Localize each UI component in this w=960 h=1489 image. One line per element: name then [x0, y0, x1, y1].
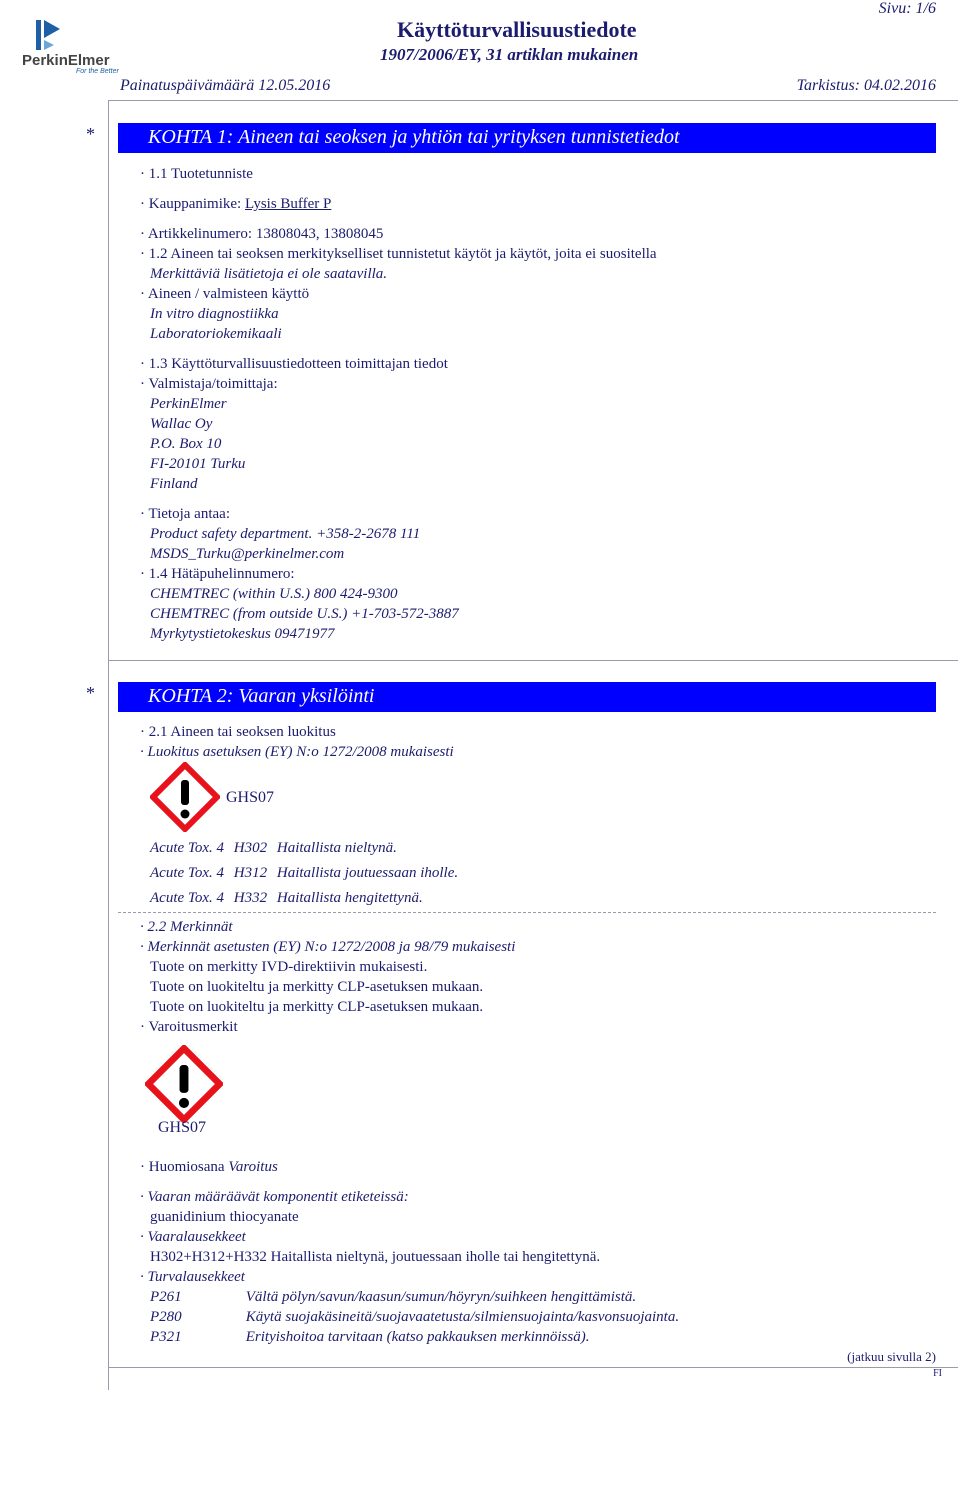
hazard-code: H332 — [233, 890, 268, 906]
article-value: 13808043, 13808045 — [255, 226, 384, 242]
info-label: · Tietoja antaa: — [140, 506, 230, 522]
s21-heading: · 2.1 Aineen tai seoksen luokitus — [140, 724, 336, 740]
hazard-row-1 — [150, 840, 397, 857]
supplier-line-2: Wallac Oy — [150, 416, 213, 432]
signal-value: Varoitus — [228, 1159, 278, 1175]
p-statement-row — [150, 1309, 679, 1326]
emergency-line-3: Myrkytystietokeskus 09471977 — [150, 626, 335, 642]
components-value: guanidinium thiocyanate — [150, 1209, 299, 1225]
hazard-class: Acute Tox. 4 — [150, 890, 225, 906]
h-statements-label: · Vaaralausekkeet — [140, 1229, 246, 1245]
info-line-2: MSDS_Turku@perkinelmer.com — [150, 546, 345, 562]
labelling-line-1: Tuote on merkitty IVD-direktiivin mukaisesti. — [150, 959, 428, 975]
exclamation-hazard-icon — [150, 762, 220, 832]
hazard-text: Haitallista hengitettynä. — [276, 890, 423, 906]
p-code: P280 — [150, 1309, 182, 1325]
print-date: Painatuspäivämäärä 12.05.2016 — [120, 77, 331, 94]
pictogram-2-label: GHS07 — [158, 1119, 207, 1136]
p-text: Käytä suojakäsineitä/suojavaatetusta/silmiensuojainta/kasvonsuojainta. — [245, 1309, 680, 1325]
trade-name — [140, 196, 331, 213]
page-number: Sivu: 1/6 — [878, 0, 936, 17]
trade-label: · Kauppanimike: — [140, 196, 242, 212]
s11-heading: · 1.1 Tuotetunniste — [140, 166, 253, 182]
supplier-line-4: FI-20101 Turku — [150, 456, 246, 472]
hazard-class: Acute Tox. 4 — [150, 865, 225, 881]
p-statement-row — [150, 1329, 589, 1346]
revision-date: Tarkistus: 04.02.2016 — [796, 77, 936, 94]
hazard-row-3 — [150, 890, 423, 907]
hazard-class: Acute Tox. 4 — [150, 840, 225, 856]
section-2-title: KOHTA 2: Vaaran yksilöinti — [148, 685, 375, 707]
labelling-line-2: Tuote on luokiteltu ja merkitty CLP-asetuksen mukaan. — [150, 979, 484, 995]
classification-label: · Luokitus asetuksen (EY) N:o 1272/2008 mukaisesti — [140, 744, 454, 760]
section-1-rule — [108, 660, 958, 661]
hazard-text: Haitallista nieltynä. — [276, 840, 397, 856]
supplier-label: · Valmistaja/toimittaja: — [140, 376, 278, 392]
article-label: · Artikkelinumero: — [140, 226, 253, 242]
pictogram-label: GHS07 — [226, 789, 275, 806]
document-title: Käyttöturvallisuustiedote — [397, 17, 637, 42]
section-2-sideline — [108, 660, 109, 1390]
continued-note: (jatkuu sivulla 2) — [847, 1349, 936, 1364]
section-2-star: * — [86, 683, 95, 703]
section-1-header — [118, 123, 936, 153]
supplier-line-5: Finland — [150, 476, 198, 492]
section-1-star: * — [86, 124, 95, 144]
hazard-code: H302 — [233, 840, 268, 856]
header-sideline — [108, 100, 109, 660]
emergency-line-2: CHEMTREC (from outside U.S.) +1-703-572-3887 — [150, 606, 459, 622]
components-label: · Vaaran määräävät komponentit etiketeissä: — [140, 1189, 409, 1205]
s22-heading: · 2.2 Merkinnät — [140, 919, 233, 935]
logo-tagline: For the Better — [76, 68, 119, 75]
use-label: · Aineen / valmisteen käyttö — [140, 286, 310, 302]
exclamation-hazard-icon — [145, 1045, 223, 1123]
hazard-code: H312 — [233, 865, 268, 881]
s13-heading: · 1.3 Käyttöturvallisuustiedotteen toimittajan tiedot — [140, 356, 448, 372]
footer-rule — [108, 1367, 958, 1368]
logo-name: PerkinElmer — [22, 52, 110, 69]
p-text: Erityishoitoa tarvitaan (katso pakkauksen merkinnöissä). — [245, 1329, 590, 1345]
use-line-1: In vitro diagnostiikka — [150, 306, 279, 322]
info-line-1: Product safety department. +358-2-2678 111 — [150, 526, 421, 542]
hazard-text: Haitallista joutuessaan iholle. — [276, 865, 459, 881]
supplier-line-3: P.O. Box 10 — [150, 436, 222, 452]
ghs07-pictogram — [150, 762, 220, 832]
signal-label: · Huomiosana — [140, 1159, 225, 1175]
p-code: P261 — [150, 1289, 182, 1305]
h-statements-value: H302+H312+H332 Haitallista nieltynä, joutuessaan iholle tai hengitettynä. — [150, 1249, 601, 1265]
trade-value: Lysis Buffer P — [244, 196, 332, 212]
document-subtitle: 1907/2006/EY, 31 artiklan mukainen — [380, 45, 639, 64]
p-statement-row — [150, 1289, 636, 1306]
labelling-line-3: Tuote on luokiteltu ja merkitty CLP-asetuksen mukaan. — [150, 999, 484, 1015]
article-number — [140, 226, 383, 243]
section-2-header — [118, 682, 936, 712]
p-text: Vältä pölyn/savun/kaasun/sumun/höyryn/suihkeen hengittämistä. — [245, 1289, 637, 1305]
labelling-regulation: · Merkinnät asetusten (EY) N:o 1272/2008 ja 98/79 mukaisesti — [140, 939, 516, 955]
section-1-title: KOHTA 1: Aineen tai seoksen ja yhtiön tai yrityksen tunnistetiedot — [148, 126, 680, 148]
ghs07-pictogram-large — [145, 1045, 223, 1123]
p-statements-label: · Turvalausekkeet — [140, 1269, 245, 1285]
emergency-line-1: CHEMTREC (within U.S.) 800 424-9300 — [150, 586, 398, 602]
subsection-divider — [118, 912, 936, 913]
company-logo — [20, 18, 130, 74]
s14-heading: · 1.4 Hätäpuhelinnumero: — [140, 566, 295, 582]
language-code: FI — [933, 1368, 942, 1379]
p-code: P321 — [150, 1329, 182, 1345]
supplier-line-1: PerkinElmer — [150, 396, 227, 412]
header-rule — [108, 100, 958, 101]
signal-word — [140, 1159, 278, 1176]
s12-text: Merkittäviä lisätietoja ei ole saatavilla. — [150, 266, 388, 282]
warning-symbols-label: · Varoitusmerkit — [140, 1019, 238, 1035]
use-line-2: Laboratoriokemikaali — [150, 326, 282, 342]
s12-heading: · 1.2 Aineen tai seoksen merkitykselliset tunnistetut käytöt ja käytöt, joita ei suositella — [140, 246, 657, 262]
hazard-row-2 — [150, 865, 458, 882]
